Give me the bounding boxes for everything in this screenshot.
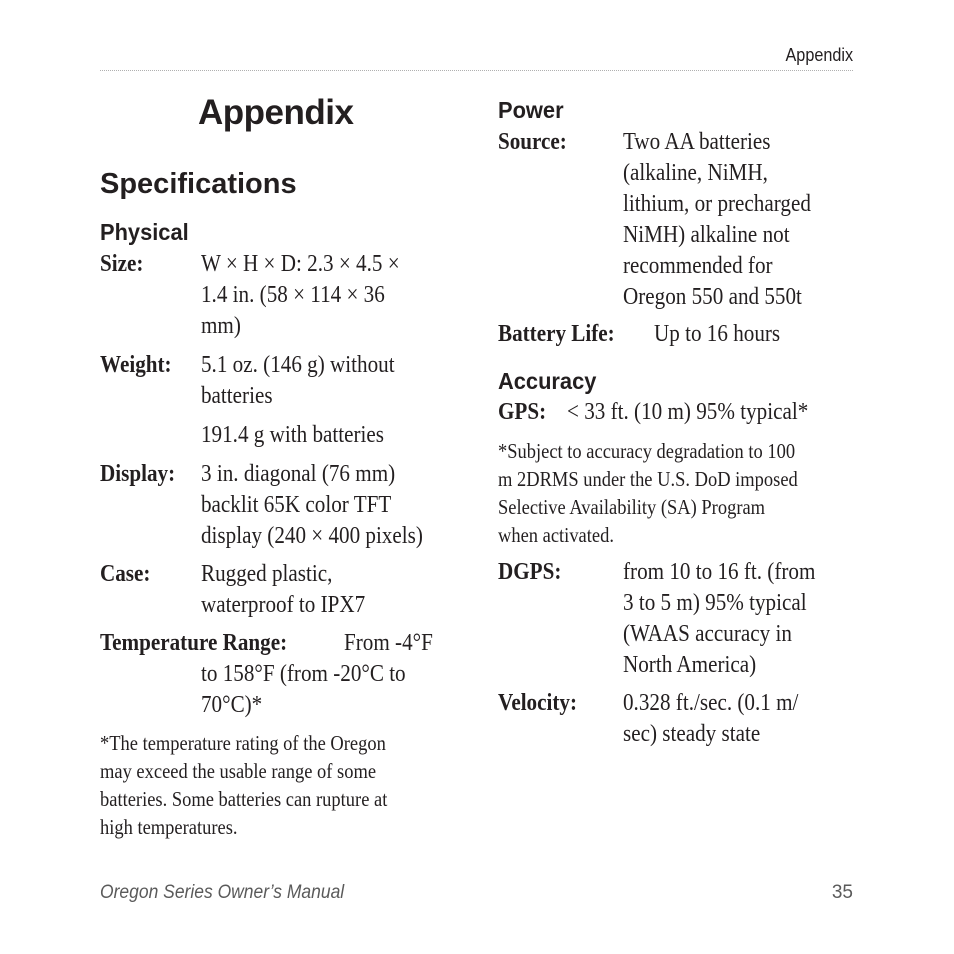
display-line: backlit 65K color TFT bbox=[201, 492, 392, 518]
page-number: 35 bbox=[831, 882, 853, 903]
weight-label: Weight: bbox=[100, 352, 172, 378]
temperature-line: 70°C)* bbox=[201, 692, 263, 718]
spec-velocity bbox=[498, 688, 858, 750]
display-label: Display: bbox=[100, 461, 176, 487]
note-line: Selective Availability (SA) Program bbox=[498, 495, 766, 519]
spec-display bbox=[100, 459, 460, 552]
note-line: m 2DRMS under the U.S. DoD imposed bbox=[498, 467, 798, 491]
battery-life-label: Battery Life: bbox=[498, 321, 615, 347]
temperature-note bbox=[100, 729, 387, 841]
temperature-first: From -4°F bbox=[344, 630, 433, 656]
battery-life-value: Up to 16 hours bbox=[654, 321, 781, 347]
temperature-label: Temperature Range: bbox=[100, 630, 288, 656]
dgps-line: North America) bbox=[623, 652, 757, 678]
page-title: Appendix bbox=[198, 93, 354, 132]
size-line: W × H × D: 2.3 × 4.5 × bbox=[201, 251, 400, 277]
spec-size bbox=[100, 249, 460, 342]
dgps-line: 3 to 5 m) 95% typical bbox=[623, 590, 807, 616]
temperature-line: to 158°F (from -20°C to bbox=[201, 661, 406, 687]
display-line: 3 in. diagonal (76 mm) bbox=[201, 461, 396, 487]
case-line: waterproof to IPX7 bbox=[201, 592, 366, 618]
note-line: high temperatures. bbox=[100, 815, 238, 839]
gps-label: GPS: bbox=[498, 399, 547, 425]
size-line: 1.4 in. (58 × 114 × 36 bbox=[201, 282, 385, 308]
velocity-line: sec) steady state bbox=[623, 721, 761, 747]
velocity-label: Velocity: bbox=[498, 690, 577, 716]
note-line: *Subject to accuracy degradation to 100 bbox=[498, 439, 796, 463]
power-heading: Power bbox=[498, 97, 564, 123]
case-label: Case: bbox=[100, 561, 151, 587]
source-line: (alkaline, NiMH, bbox=[623, 160, 768, 186]
spec-temperature bbox=[100, 628, 460, 721]
case-line: Rugged plastic, bbox=[201, 561, 333, 587]
running-header: Appendix bbox=[785, 45, 853, 65]
size-label: Size: bbox=[100, 251, 144, 277]
note-line: when activated. bbox=[498, 523, 614, 547]
section-title: Specifications bbox=[100, 168, 297, 200]
spec-source bbox=[498, 127, 858, 313]
source-line: recommended for bbox=[623, 253, 773, 279]
weight-line: 5.1 oz. (146 g) without bbox=[201, 352, 395, 378]
source-line: Oregon 550 and 550t bbox=[623, 284, 802, 310]
weight-extra: 191.4 g with batteries bbox=[201, 422, 385, 448]
source-line: lithium, or precharged bbox=[623, 191, 811, 217]
source-line: NiMH) alkaline not bbox=[623, 222, 790, 248]
weight-line: batteries bbox=[201, 383, 273, 409]
spec-weight bbox=[100, 350, 460, 450]
note-line: batteries. Some batteries can rupture at bbox=[100, 787, 388, 811]
physical-heading: Physical bbox=[100, 219, 189, 245]
dgps-label: DGPS: bbox=[498, 559, 562, 585]
spec-case bbox=[100, 559, 460, 621]
gps-value: < 33 ft. (10 m) 95% typical* bbox=[567, 399, 809, 425]
spec-gps bbox=[498, 397, 858, 428]
footer-manual-title: Oregon Series Owner’s Manual bbox=[100, 882, 345, 903]
spec-battery-life bbox=[498, 319, 858, 350]
source-label: Source: bbox=[498, 129, 567, 155]
gps-note bbox=[498, 437, 798, 549]
note-line: may exceed the usable range of some bbox=[100, 759, 377, 783]
accuracy-heading: Accuracy bbox=[498, 368, 597, 394]
size-line: mm) bbox=[201, 313, 241, 339]
dgps-line: (WAAS accuracy in bbox=[623, 621, 792, 647]
note-line: *The temperature rating of the Oregon bbox=[100, 731, 386, 755]
display-line: display (240 × 400 pixels) bbox=[201, 523, 423, 549]
spec-dgps bbox=[498, 557, 858, 681]
dgps-line: from 10 to 16 ft. (from bbox=[623, 559, 816, 585]
velocity-line: 0.328 ft./sec. (0.1 m/ bbox=[623, 690, 799, 716]
header-divider bbox=[100, 70, 853, 71]
source-line: Two AA batteries bbox=[623, 129, 771, 155]
